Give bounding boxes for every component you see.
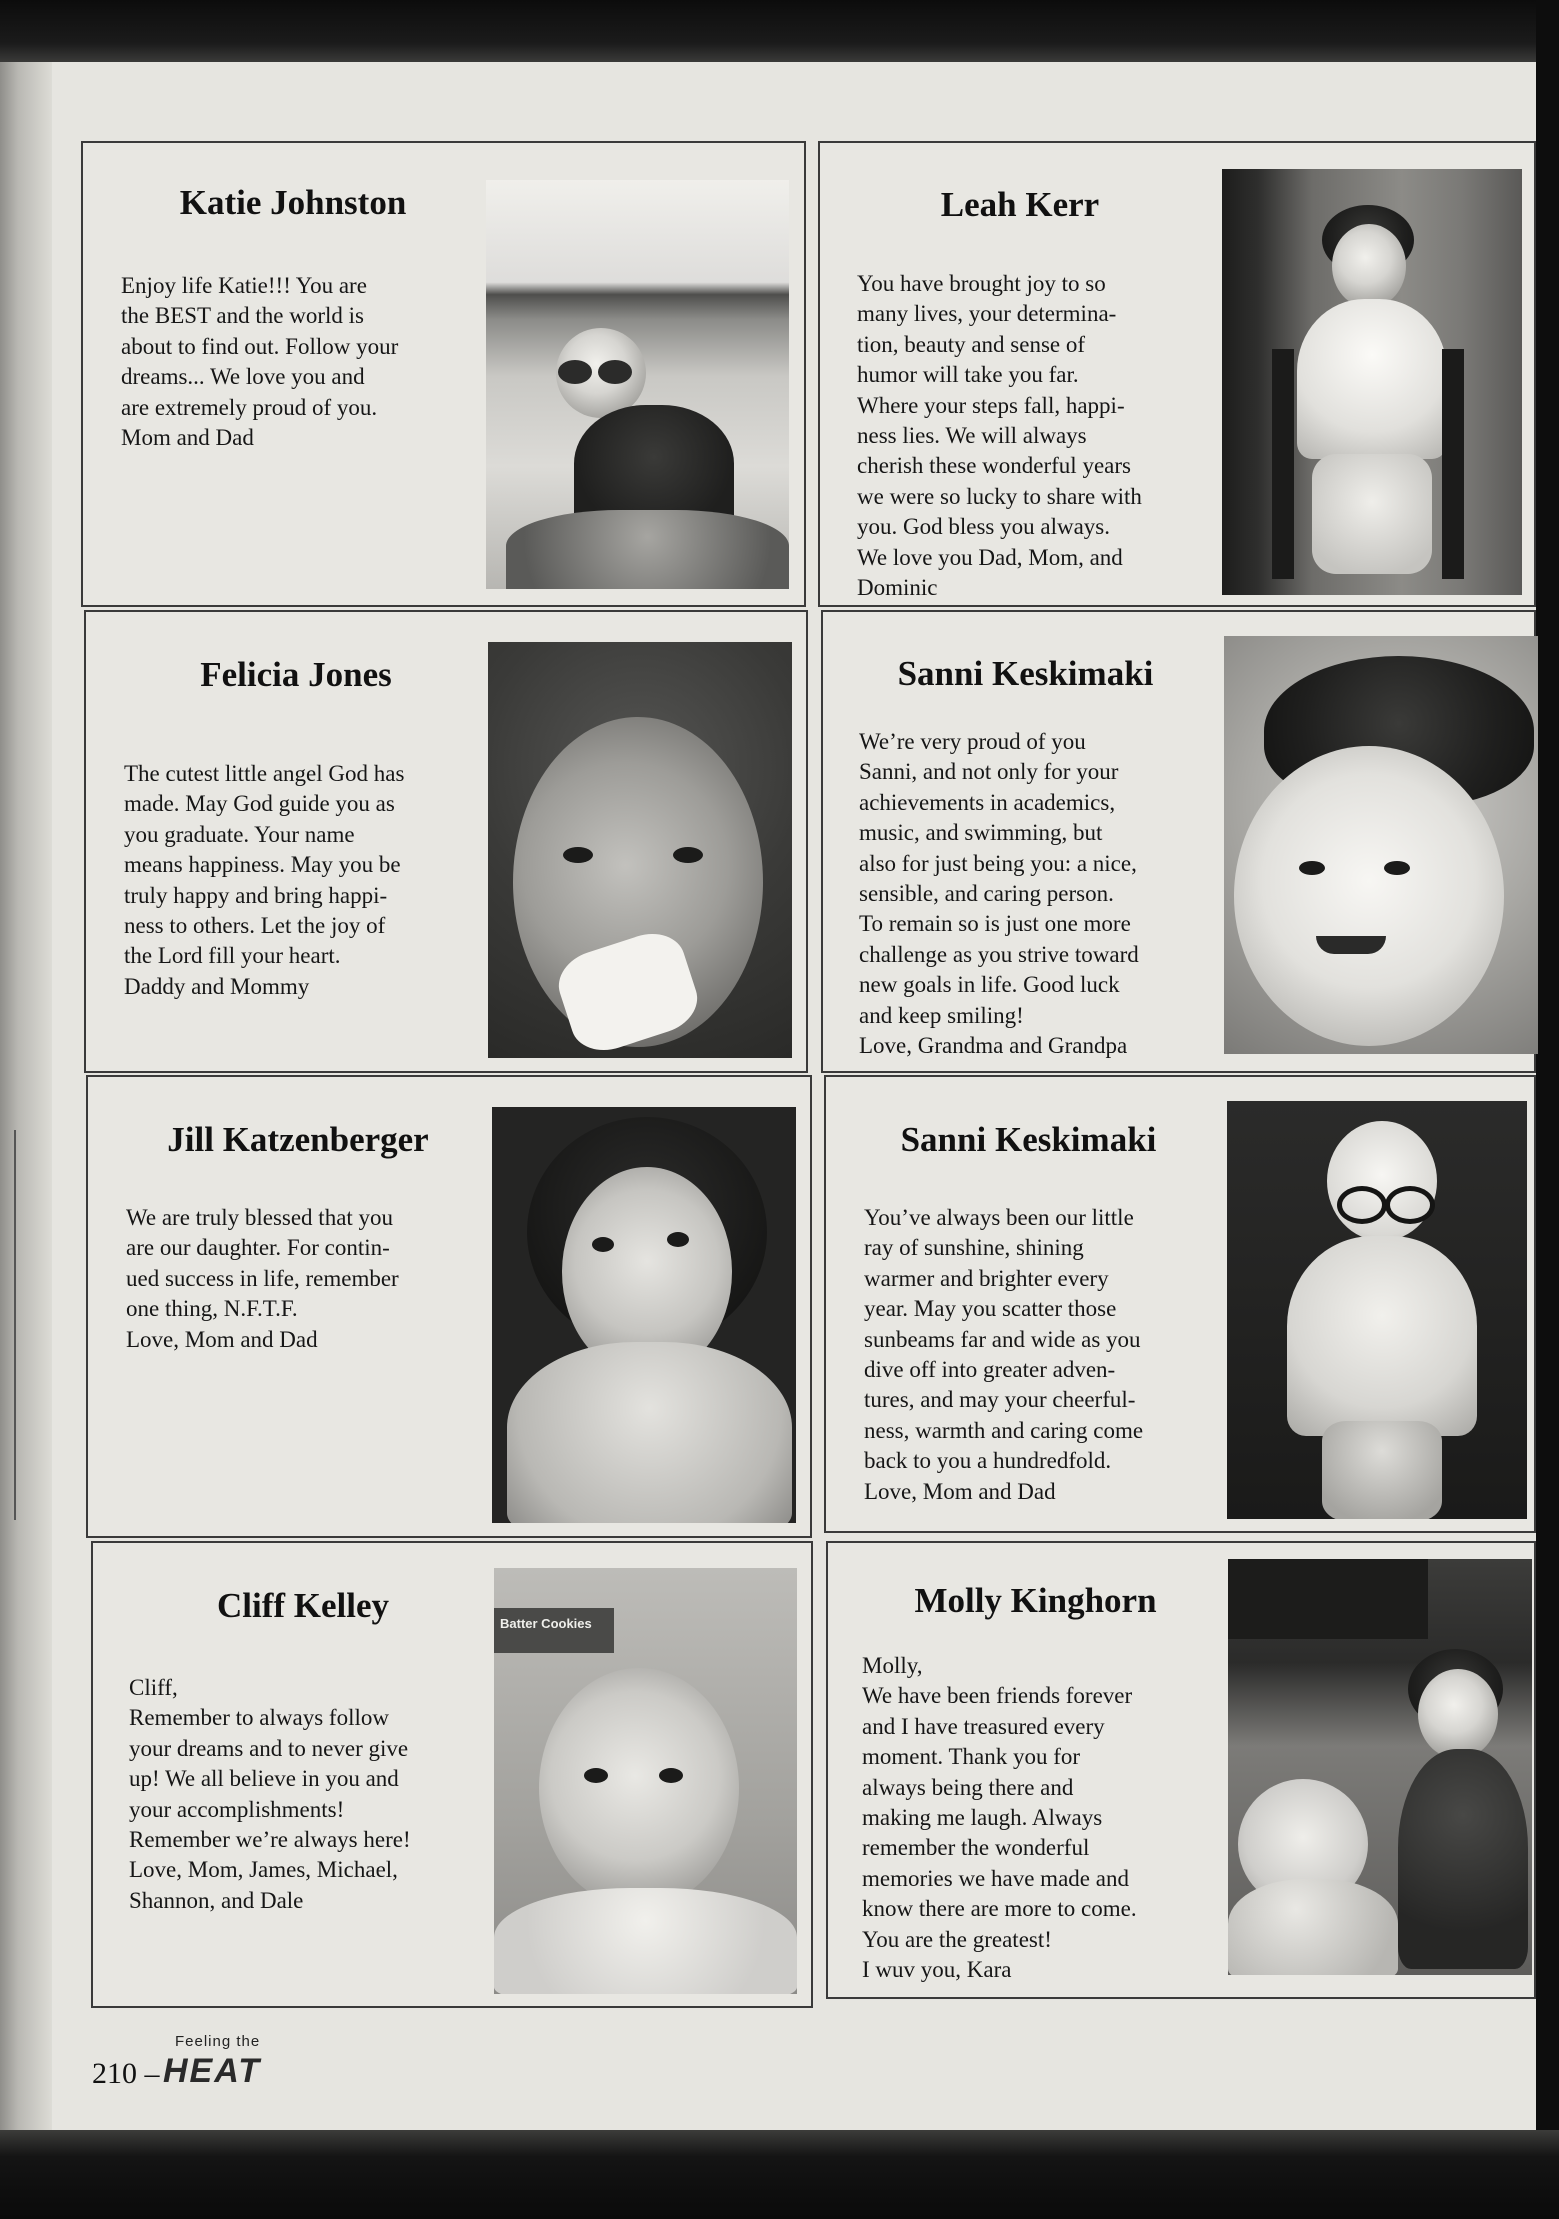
ad-card-sanni-keskimaki-parents: [824, 1075, 1536, 1533]
baby-photo-felicia-jones: [488, 642, 792, 1058]
ad-card-cliff-kelley: [91, 1541, 813, 2008]
baby-photo-sanni-keskimaki-2: [1227, 1101, 1527, 1519]
ad-message: We are truly blessed that you are our daughter. For contin- ued success in life, remember one thing, N.F.T.F. Love, Mom and Dad: [126, 1205, 399, 1352]
ad-message: We’re very proud of you Sanni, and not only for your achievements in academics, music, and swimming, but also for just being you: a nice, sensible, and caring person. To remain so is just one more challenge as you strive toward new goals in life. Good luck and keep smiling! Love, Grandma and Grandpa: [859, 729, 1139, 1059]
baby-photo-molly-kinghorn: [1228, 1559, 1532, 1975]
ad-card-katie-johnston: [81, 141, 806, 607]
ad-message: Cliff, Remember to always follow your dreams and to never give up! We all believe in you and your accomplishments! Remember we’re always here! Love, Mom, James, Michael, Shannon, and Dale: [129, 1675, 411, 1913]
baby-photo-katie-johnston: [486, 180, 789, 589]
student-name: Jill Katzenberger: [167, 1120, 429, 1159]
student-name: Cliff Kelley: [216, 1586, 390, 1625]
ad-message: The cutest little angel God has made. May God guide you as you graduate. Your name means happiness. May you be truly happy and bring happi- ness to others. Let the joy of the Lord fill your heart. Daddy and Mommy: [124, 761, 405, 999]
binding-line: [14, 1130, 16, 1520]
student-name: Molly Kinghorn: [914, 1581, 1157, 1620]
page-binding-shadow: [0, 62, 52, 2137]
section-caption: Feeling the: [175, 2033, 261, 2050]
baby-photo-cliff-kelley: [494, 1568, 797, 1994]
student-name: Sanni Keskimaki: [897, 654, 1154, 693]
ad-card-felicia-jones: [84, 610, 808, 1073]
ad-card-jill-katzenberger: [86, 1075, 812, 1538]
ad-message: Enjoy life Katie!!! You are the BEST and the world is about to find out. Follow your dreams... We love you and are extremely proud of you. Mom and Dad: [121, 273, 399, 451]
section-logo-heat: HEAT: [163, 2052, 262, 2090]
baby-photo-leah-kerr: [1222, 169, 1522, 595]
scan-right-edge: [1536, 0, 1559, 2219]
ad-message: You’ve always been our little ray of sunshine, shining warmer and brighter every year. May you scatter those sunbeams far and wide as you dive off into greater adven- tures, and may your cheerful- ness, warmth and caring come back to you a hundredfold. Love, Mom and Dad: [864, 1205, 1144, 1504]
page-number: 210 –: [92, 2057, 160, 2090]
ad-message: Molly, We have been friends forever and I have treasured every moment. Thank you for always being there and making me laugh. Always remember the wonderful memories we have made and know there are more to come. You are the greatest! I wuv you, Kara: [862, 1653, 1137, 1983]
ad-card-molly-kinghorn: [826, 1541, 1536, 1999]
ad-card-sanni-keskimaki-grandparents: [821, 610, 1536, 1073]
ad-message: You have brought joy to so many lives, your determina- tion, beauty and sense of humor will take you far. Where your steps fall, happi- ness lies. We will always cherish these wonderful years we were so lucky to share with you. God bless you always. We love you Dad, Mom, and Dominic: [857, 271, 1142, 601]
student-name: Sanni Keskimaki: [900, 1120, 1157, 1159]
baby-photo-jill-katzenberger: [492, 1107, 796, 1523]
student-name: Leah Kerr: [940, 185, 1100, 224]
baby-photo-sanni-keskimaki-1: [1224, 636, 1538, 1054]
scan-bottom-edge: [0, 2130, 1559, 2219]
ad-card-leah-kerr: [818, 141, 1536, 607]
student-name: Katie Johnston: [179, 183, 407, 222]
photo-tin-label: Batter Cookies: [500, 1616, 592, 1631]
student-name: Felicia Jones: [200, 655, 392, 694]
